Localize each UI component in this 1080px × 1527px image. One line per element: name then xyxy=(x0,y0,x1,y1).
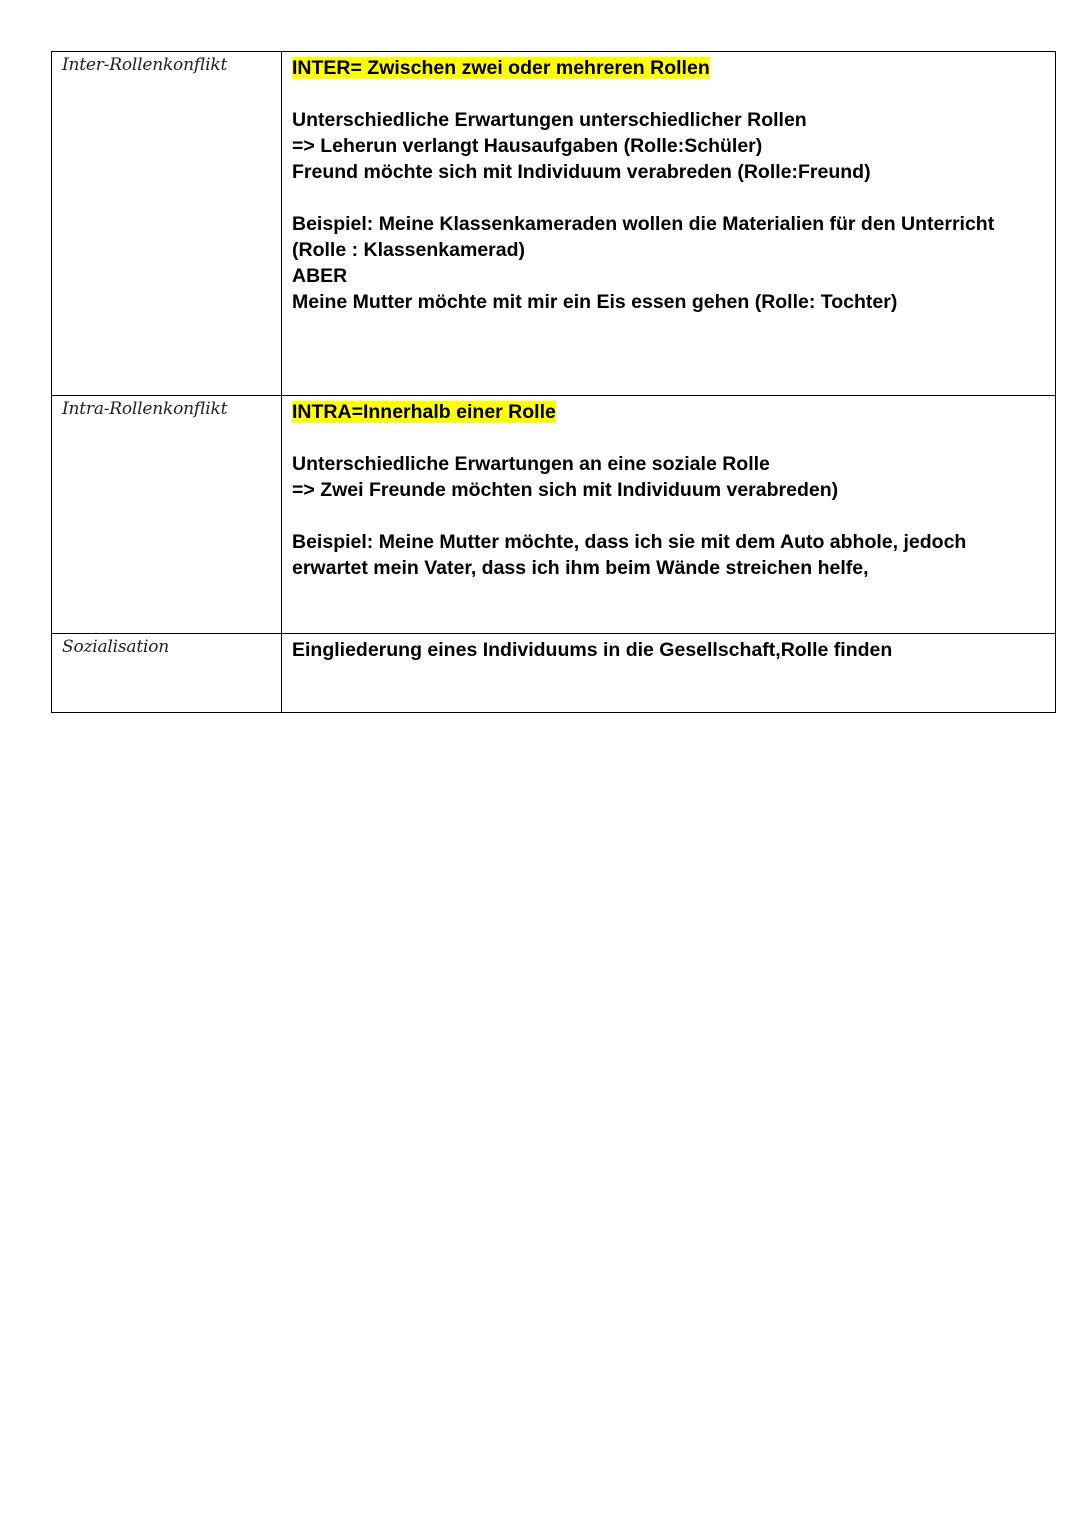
content-cell xyxy=(282,52,1056,396)
example-line: Beispiel: Meine Klassenkameraden wollen die Materialien für den Unterricht xyxy=(292,213,995,235)
highlighted-definition: INTER= Zwischen zwei oder mehreren Rollen xyxy=(292,57,710,79)
text-line: Unterschiedliche Erwartungen unterschiedlicher Rollen xyxy=(292,109,807,131)
example-line: (Rolle : Klassenkamerad) xyxy=(292,239,526,261)
text-line: => Zwei Freunde möchten sich mit Individuum verabreden) xyxy=(292,479,839,501)
example-line: ABER xyxy=(292,265,348,287)
glossary-table xyxy=(51,51,1056,713)
term-label: Sozialisation xyxy=(62,637,169,657)
text-line: Freund möchte sich mit Individuum verabreden (Rolle:Freund) xyxy=(292,161,871,183)
content-cell xyxy=(282,396,1056,634)
term-cell xyxy=(52,634,282,713)
text-line: => Leherun verlangt Hausaufgaben (Rolle:Schüler) xyxy=(292,135,763,157)
example-line: Beispiel: Meine Mutter möchte, dass ich sie mit dem Auto abhole, jedoch xyxy=(292,531,967,553)
term-label: Inter-Rollenkonflikt xyxy=(62,55,228,75)
definition-text: Eingliederung eines Individuums in die Gesellschaft,Rolle finden xyxy=(292,639,893,661)
text-line: Unterschiedliche Erwartungen an eine soziale Rolle xyxy=(292,453,770,475)
table-row-inter-rollenkonflikt xyxy=(52,52,1056,396)
table-row-sozialisation xyxy=(52,634,1056,713)
example-line: erwartet mein Vater, dass ich ihm beim Wände streichen helfe, xyxy=(292,557,869,579)
content-cell xyxy=(282,634,1056,713)
term-cell xyxy=(52,396,282,634)
highlighted-definition: INTRA=Innerhalb einer Rolle xyxy=(292,401,556,423)
term-label: Intra-Rollenkonflikt xyxy=(62,399,228,419)
table-row-intra-rollenkonflikt xyxy=(52,396,1056,634)
example-line: Meine Mutter möchte mit mir ein Eis essen gehen (Rolle: Tochter) xyxy=(292,291,898,313)
term-cell xyxy=(52,52,282,396)
